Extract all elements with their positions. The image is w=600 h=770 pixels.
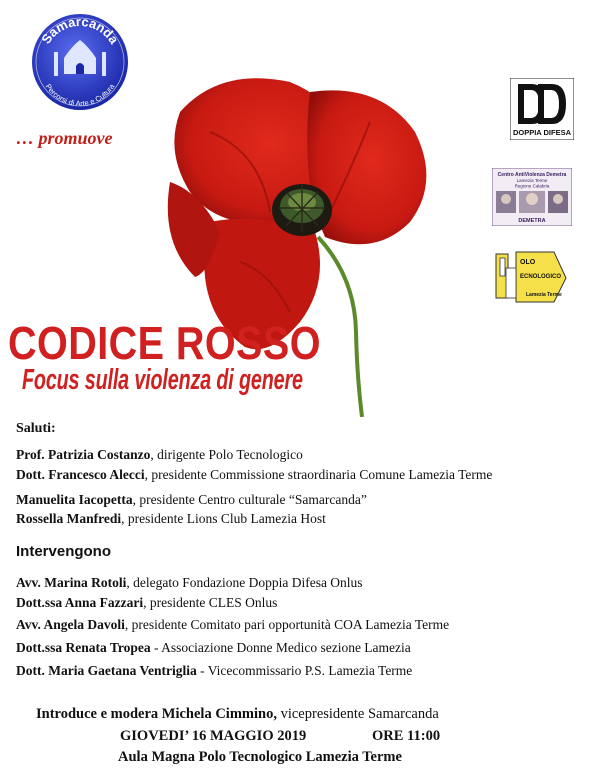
speaker-name: Avv. Marina Rotoli	[16, 575, 127, 590]
speaker-name: Rossella Manfredi	[16, 511, 122, 526]
moderator-name: Introduce e modera Michela Cimmino,	[36, 706, 277, 722]
event-date: GIOVEDI’ 16 MAGGIO 2019	[120, 728, 307, 744]
saluti-line	[16, 447, 303, 463]
event-time: ORE 11:00	[372, 728, 441, 744]
speaker-name: Dott. Francesco Alecci	[16, 467, 145, 482]
intervengono-heading: Intervengono	[16, 543, 112, 560]
event-subtitle: Focus sulla violenza di genere	[22, 364, 303, 396]
samarcanda-name: Samarcanda	[38, 13, 122, 47]
speaker-role: - Associazione Donne Medico sezione Lamezia	[150, 640, 411, 655]
samarcanda-tagline: Percorsi di Arte e Cultura	[43, 82, 117, 109]
intervengono-line	[16, 640, 411, 656]
speaker-role: , presidente CLES Onlus	[143, 595, 278, 610]
demetra-line3: Regione Calabria	[514, 183, 550, 189]
speaker-role: , delegato Fondazione Doppia Difesa Onlus	[126, 575, 363, 590]
saluti-line	[16, 492, 367, 508]
demetra-logo	[492, 168, 572, 226]
polo-line3: Lamezia Terme	[526, 292, 562, 298]
intervengono-line	[16, 617, 449, 633]
speaker-name: Dott.ssa Renata Tropea	[16, 640, 151, 655]
speaker-role: , presidente Comitato pari opportunità COA Lamezia Terme	[124, 617, 450, 632]
doppia-difesa-label: DOPPIA DIFESA	[512, 128, 572, 137]
saluti-line	[16, 467, 492, 483]
saluti-line	[16, 511, 326, 527]
speaker-name: Dott.ssa Anna Fazzari	[16, 595, 144, 610]
saluti-heading: Saluti:	[16, 421, 56, 436]
demetra-line1: Centro AntiViolenza Demetra	[497, 172, 567, 178]
demetra-line2: Lamezia Terme	[516, 178, 548, 183]
speaker-role: , dirigente Polo Tecnologico	[150, 447, 303, 462]
event-title: CODICE ROSSO	[8, 317, 321, 369]
intervengono-line	[16, 595, 277, 611]
speaker-role: , presidente Lions Club Lamezia Host	[121, 511, 326, 526]
speaker-role: - Vicecommissario P.S. Lamezia Terme	[196, 663, 413, 678]
demetra-name: DEMETRA	[518, 218, 546, 224]
speaker-role: , presidente Commissione straordinaria Comune Lamezia Terme	[144, 467, 493, 482]
speaker-name: Prof. Patrizia Costanzo	[16, 447, 151, 462]
samarcanda-logo	[30, 12, 130, 112]
polo-line2: ECNOLOGICO	[520, 274, 562, 280]
promuove-text: … promuove	[16, 128, 113, 148]
speaker-role: , presidente Centro culturale “Samarcanda”	[132, 492, 367, 507]
moderator-line	[36, 706, 439, 723]
speaker-name: Manuelita Iacopetta	[16, 492, 133, 507]
speaker-name: Dott. Maria Gaetana Ventriglia	[16, 663, 197, 678]
doppia-difesa-logo	[510, 78, 574, 140]
event-venue: Aula Magna Polo Tecnologico Lamezia Terme	[118, 749, 402, 765]
polo-tecnologico-logo	[492, 248, 572, 306]
intervengono-line	[16, 663, 412, 679]
polo-line1: OLO	[520, 259, 536, 266]
moderator-role: vicepresidente Samarcanda	[276, 706, 439, 722]
speaker-name: Avv. Angela Davoli	[16, 617, 125, 632]
intervengono-line	[16, 575, 363, 591]
